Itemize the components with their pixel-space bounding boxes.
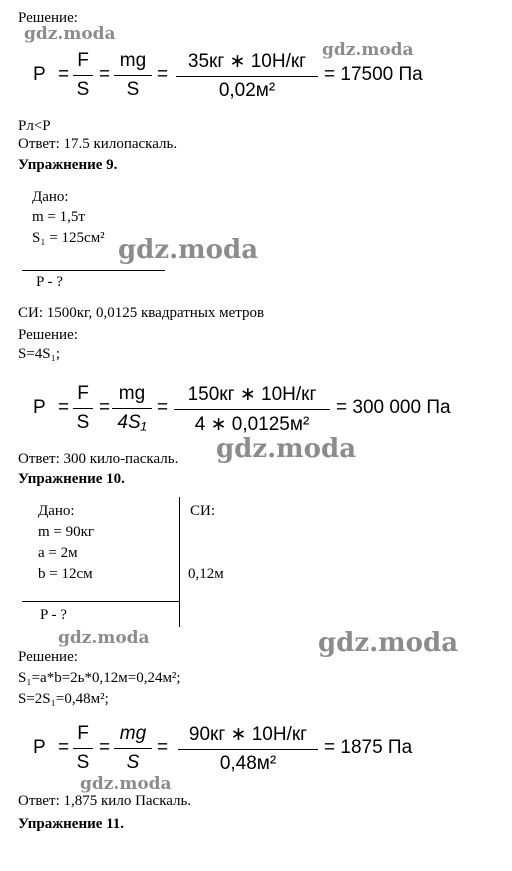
solution-label: Решение: (18, 649, 78, 665)
si-line: СИ: 1500кг, 0,0125 квадратных метров (18, 305, 265, 321)
denominator: S (76, 79, 90, 100)
numerator: mg (119, 50, 147, 71)
si-length-b: 0,12м (188, 566, 224, 582)
formula-eq: = (58, 397, 70, 418)
fraction-values (176, 50, 318, 102)
si-divider (179, 497, 180, 627)
given-divider (22, 270, 165, 271)
exercise-10-title: Упражнение 10. (18, 471, 125, 487)
find-line: P - ? (40, 607, 67, 623)
si-label: СИ: (190, 503, 216, 519)
formula-p: P (33, 397, 46, 418)
answer-line: Ответ: 1,875 кило Паскаль. (18, 793, 192, 809)
watermark: gdz.moda (24, 24, 116, 44)
numerator: 150кг ∗ 10Н/кг (187, 384, 317, 405)
given-length-a: a = 2м (38, 545, 78, 561)
formula-eq: = (157, 737, 169, 758)
formula-eq: = (157, 397, 169, 418)
numerator: 90кг ∗ 10Н/кг (188, 724, 308, 745)
denominator: S (76, 752, 90, 773)
answer-line: Ответ: 300 кило-паскаль. (18, 451, 179, 467)
given-length-b: b = 12см (38, 566, 93, 582)
watermark: gdz.moda (322, 40, 414, 60)
formula-eq: = (99, 397, 111, 418)
numerator: mg (118, 383, 146, 404)
formula-result: = 17500 Па (324, 64, 423, 85)
formula-eq: = (157, 64, 169, 85)
solution-label: Решение: (18, 10, 78, 26)
formula-eq: = (99, 737, 111, 758)
formula-result: = 1875 Па (324, 737, 413, 758)
given-mass: m = 1,5т (32, 209, 85, 225)
watermark: gdz.moda (80, 774, 172, 794)
watermark: gdz.moda (58, 628, 150, 648)
formula-result: = 300 000 Па (336, 397, 451, 418)
denominator: 0,48м² (219, 753, 277, 774)
fraction-mg-over-s (114, 723, 152, 774)
fraction-f-over-s (73, 383, 93, 434)
fraction-f-over-s (73, 723, 93, 774)
fraction-f-over-s (73, 50, 93, 101)
watermark: gdz.moda (216, 434, 357, 464)
given-mass: m = 90кг (38, 524, 95, 540)
formula-eq: = (58, 64, 70, 85)
answer-line: Ответ: 17.5 килопаскаль. (18, 136, 178, 152)
watermark: gdz.moda (318, 628, 459, 658)
given-label: Дано: (38, 503, 75, 519)
denominator: S (126, 752, 140, 773)
area-s1-line: S₁=a*b=2ь*0,12м=0,24м²; (18, 670, 181, 686)
given-divider (22, 601, 180, 602)
formula-p: P (33, 64, 46, 85)
area-relation: S=4S₁; (18, 346, 61, 362)
numerator: F (77, 723, 89, 744)
numerator: 35кг ∗ 10Н/кг (187, 51, 307, 72)
exercise-9-title: Упражнение 9. (18, 157, 118, 173)
formula-eq: = (99, 64, 111, 85)
pressure-comparison: Pл<P (18, 118, 51, 134)
denominator: 4S₁ (117, 412, 147, 433)
formula-p: P (33, 737, 46, 758)
denominator: 0,02м² (218, 80, 276, 101)
solution-label: Решение: (18, 327, 78, 343)
watermark: gdz.moda (118, 235, 259, 265)
numerator: mg (119, 723, 147, 744)
fraction-mg-over-4s1 (112, 383, 152, 434)
area-s-line: S=2S₁=0,48м²; (18, 691, 109, 707)
numerator: F (77, 383, 89, 404)
given-label: Дано: (32, 189, 69, 205)
denominator: S (76, 412, 90, 433)
formula-eq: = (58, 737, 70, 758)
fraction-values (174, 383, 330, 436)
numerator: F (77, 50, 89, 71)
denominator: 4 ∗ 0,0125м² (194, 414, 310, 435)
denominator: S (126, 79, 140, 100)
find-line: P - ? (36, 274, 63, 290)
fraction-mg-over-s (114, 50, 152, 101)
given-area: S₁ = 125см² (32, 230, 105, 246)
exercise-11-title: Упражнение 11. (18, 816, 125, 832)
fraction-values (178, 723, 318, 775)
